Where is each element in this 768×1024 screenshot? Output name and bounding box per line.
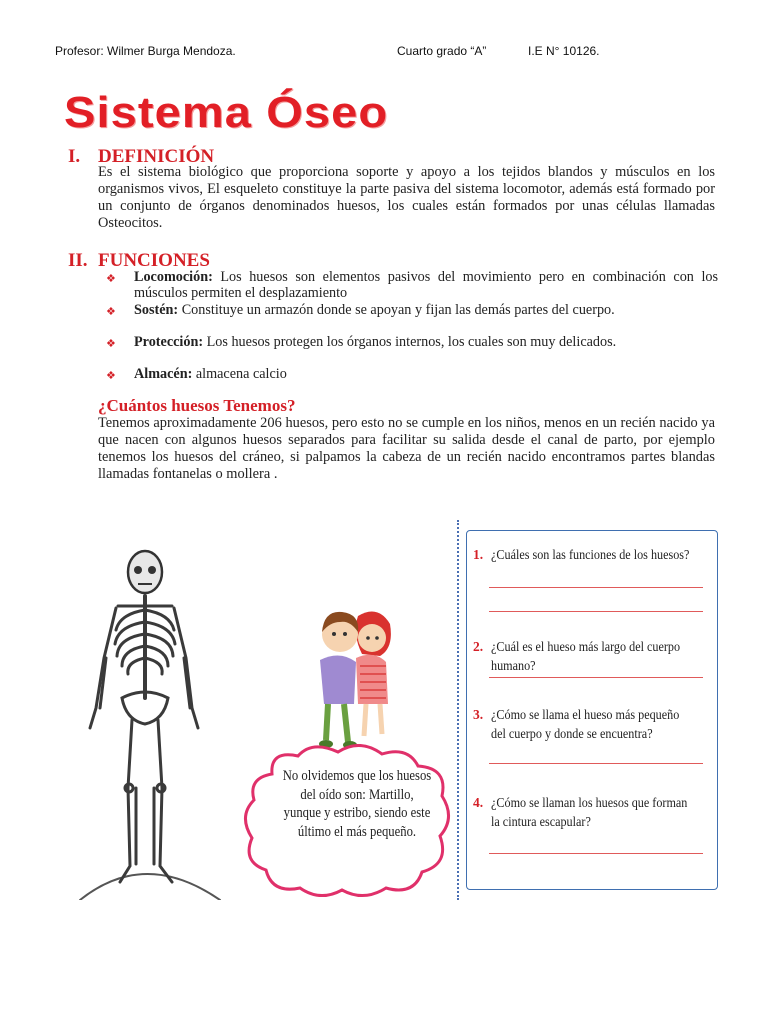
function-text: Los huesos son elementos pasivos del movimiento pero en combinación con los músculos permiten el desplazamiento bbox=[134, 269, 719, 301]
definition-text: Es el sistema biológico que proporciona soporte y apoyo a los tejidos blandos y músculos en los organismos vivos, El esqueleto constituye la parte pasiva del sistema locomotor, además está formado por un conjunto de órganos denominados huesos, los cuales están formados por unas células llamadas Osteocitos. bbox=[98, 164, 715, 231]
function-item bbox=[106, 366, 718, 382]
function-text: almacena calcio bbox=[195, 366, 287, 382]
function-item bbox=[106, 269, 718, 301]
answer-line[interactable] bbox=[489, 763, 703, 764]
teacher-name: Profesor: Wilmer Burga Mendoza. bbox=[55, 44, 236, 58]
answer-line[interactable] bbox=[489, 587, 703, 588]
answer-line[interactable] bbox=[489, 853, 703, 854]
question-number: 2. bbox=[473, 639, 484, 654]
skeleton-illustration bbox=[60, 548, 230, 900]
bullet-icon: ❖ bbox=[106, 370, 116, 382]
function-term: Almacén: bbox=[134, 366, 193, 382]
page-title: Sistema Óseo bbox=[64, 88, 389, 137]
question-text: ¿Cómo se llaman los huesos que forman la cintura escapular? bbox=[491, 795, 688, 829]
question-text: ¿Cuál es el hueso más largo del cuerpo humano? bbox=[491, 639, 681, 673]
children-illustration bbox=[312, 604, 396, 754]
question-text: ¿Cuáles son las funciones de los huesos? bbox=[491, 547, 690, 562]
cloud-note-text: No olvidemos que los huesos del oído son: Martillo, yunque y estribo, siendo este último el más pequeño. bbox=[282, 768, 432, 840]
bullet-icon: ❖ bbox=[106, 338, 116, 350]
function-text: Constituye un armazón donde se apoyan y fijan las demás partes del cuerpo. bbox=[181, 302, 615, 318]
grade-label: Cuarto grado “A” bbox=[397, 44, 487, 58]
functions-heading-text: FUNCIONES bbox=[98, 250, 210, 271]
page-header bbox=[0, 44, 768, 62]
function-term: Locomoción: bbox=[134, 269, 213, 285]
function-text: Los huesos protegen los órganos internos, los cuales son muy delicados. bbox=[206, 334, 617, 350]
how-many-text: Tenemos aproximadamente 206 huesos, pero esto no se cumple en los niños, menos en un recién nacido ya que nacen con algunos huesos separados para facilitar su salida desde el canal de parto, por ejemplo tenemos los huesos del cráneo, si palpamos la cabeza de un recién nacido encontramos partes blandas llamadas fontanelas o mollera . bbox=[98, 415, 715, 482]
answer-line[interactable] bbox=[489, 611, 703, 612]
question-number: 3. bbox=[473, 707, 484, 722]
dotted-divider bbox=[457, 520, 459, 900]
bullet-icon: ❖ bbox=[106, 273, 116, 285]
question-number: 4. bbox=[473, 795, 484, 810]
functions-number: II. bbox=[68, 250, 88, 271]
question-number: 1. bbox=[473, 547, 484, 562]
answer-line[interactable] bbox=[489, 677, 703, 678]
questions-box bbox=[466, 530, 718, 890]
school-label: I.E N° 10126. bbox=[528, 44, 600, 58]
how-many-heading: ¿Cuántos huesos Tenemos? bbox=[98, 396, 296, 415]
function-term: Sostén: bbox=[134, 302, 179, 318]
function-term: Protección: bbox=[134, 334, 204, 350]
definition-heading-text: DEFINICIÓN bbox=[98, 146, 215, 167]
question-text: ¿Cómo se llama el hueso más pequeño del cuerpo y donde se encuentra? bbox=[491, 707, 680, 741]
bullet-icon: ❖ bbox=[106, 306, 116, 318]
function-item bbox=[106, 302, 718, 318]
definition-number: I. bbox=[68, 146, 81, 167]
function-item bbox=[106, 334, 718, 350]
